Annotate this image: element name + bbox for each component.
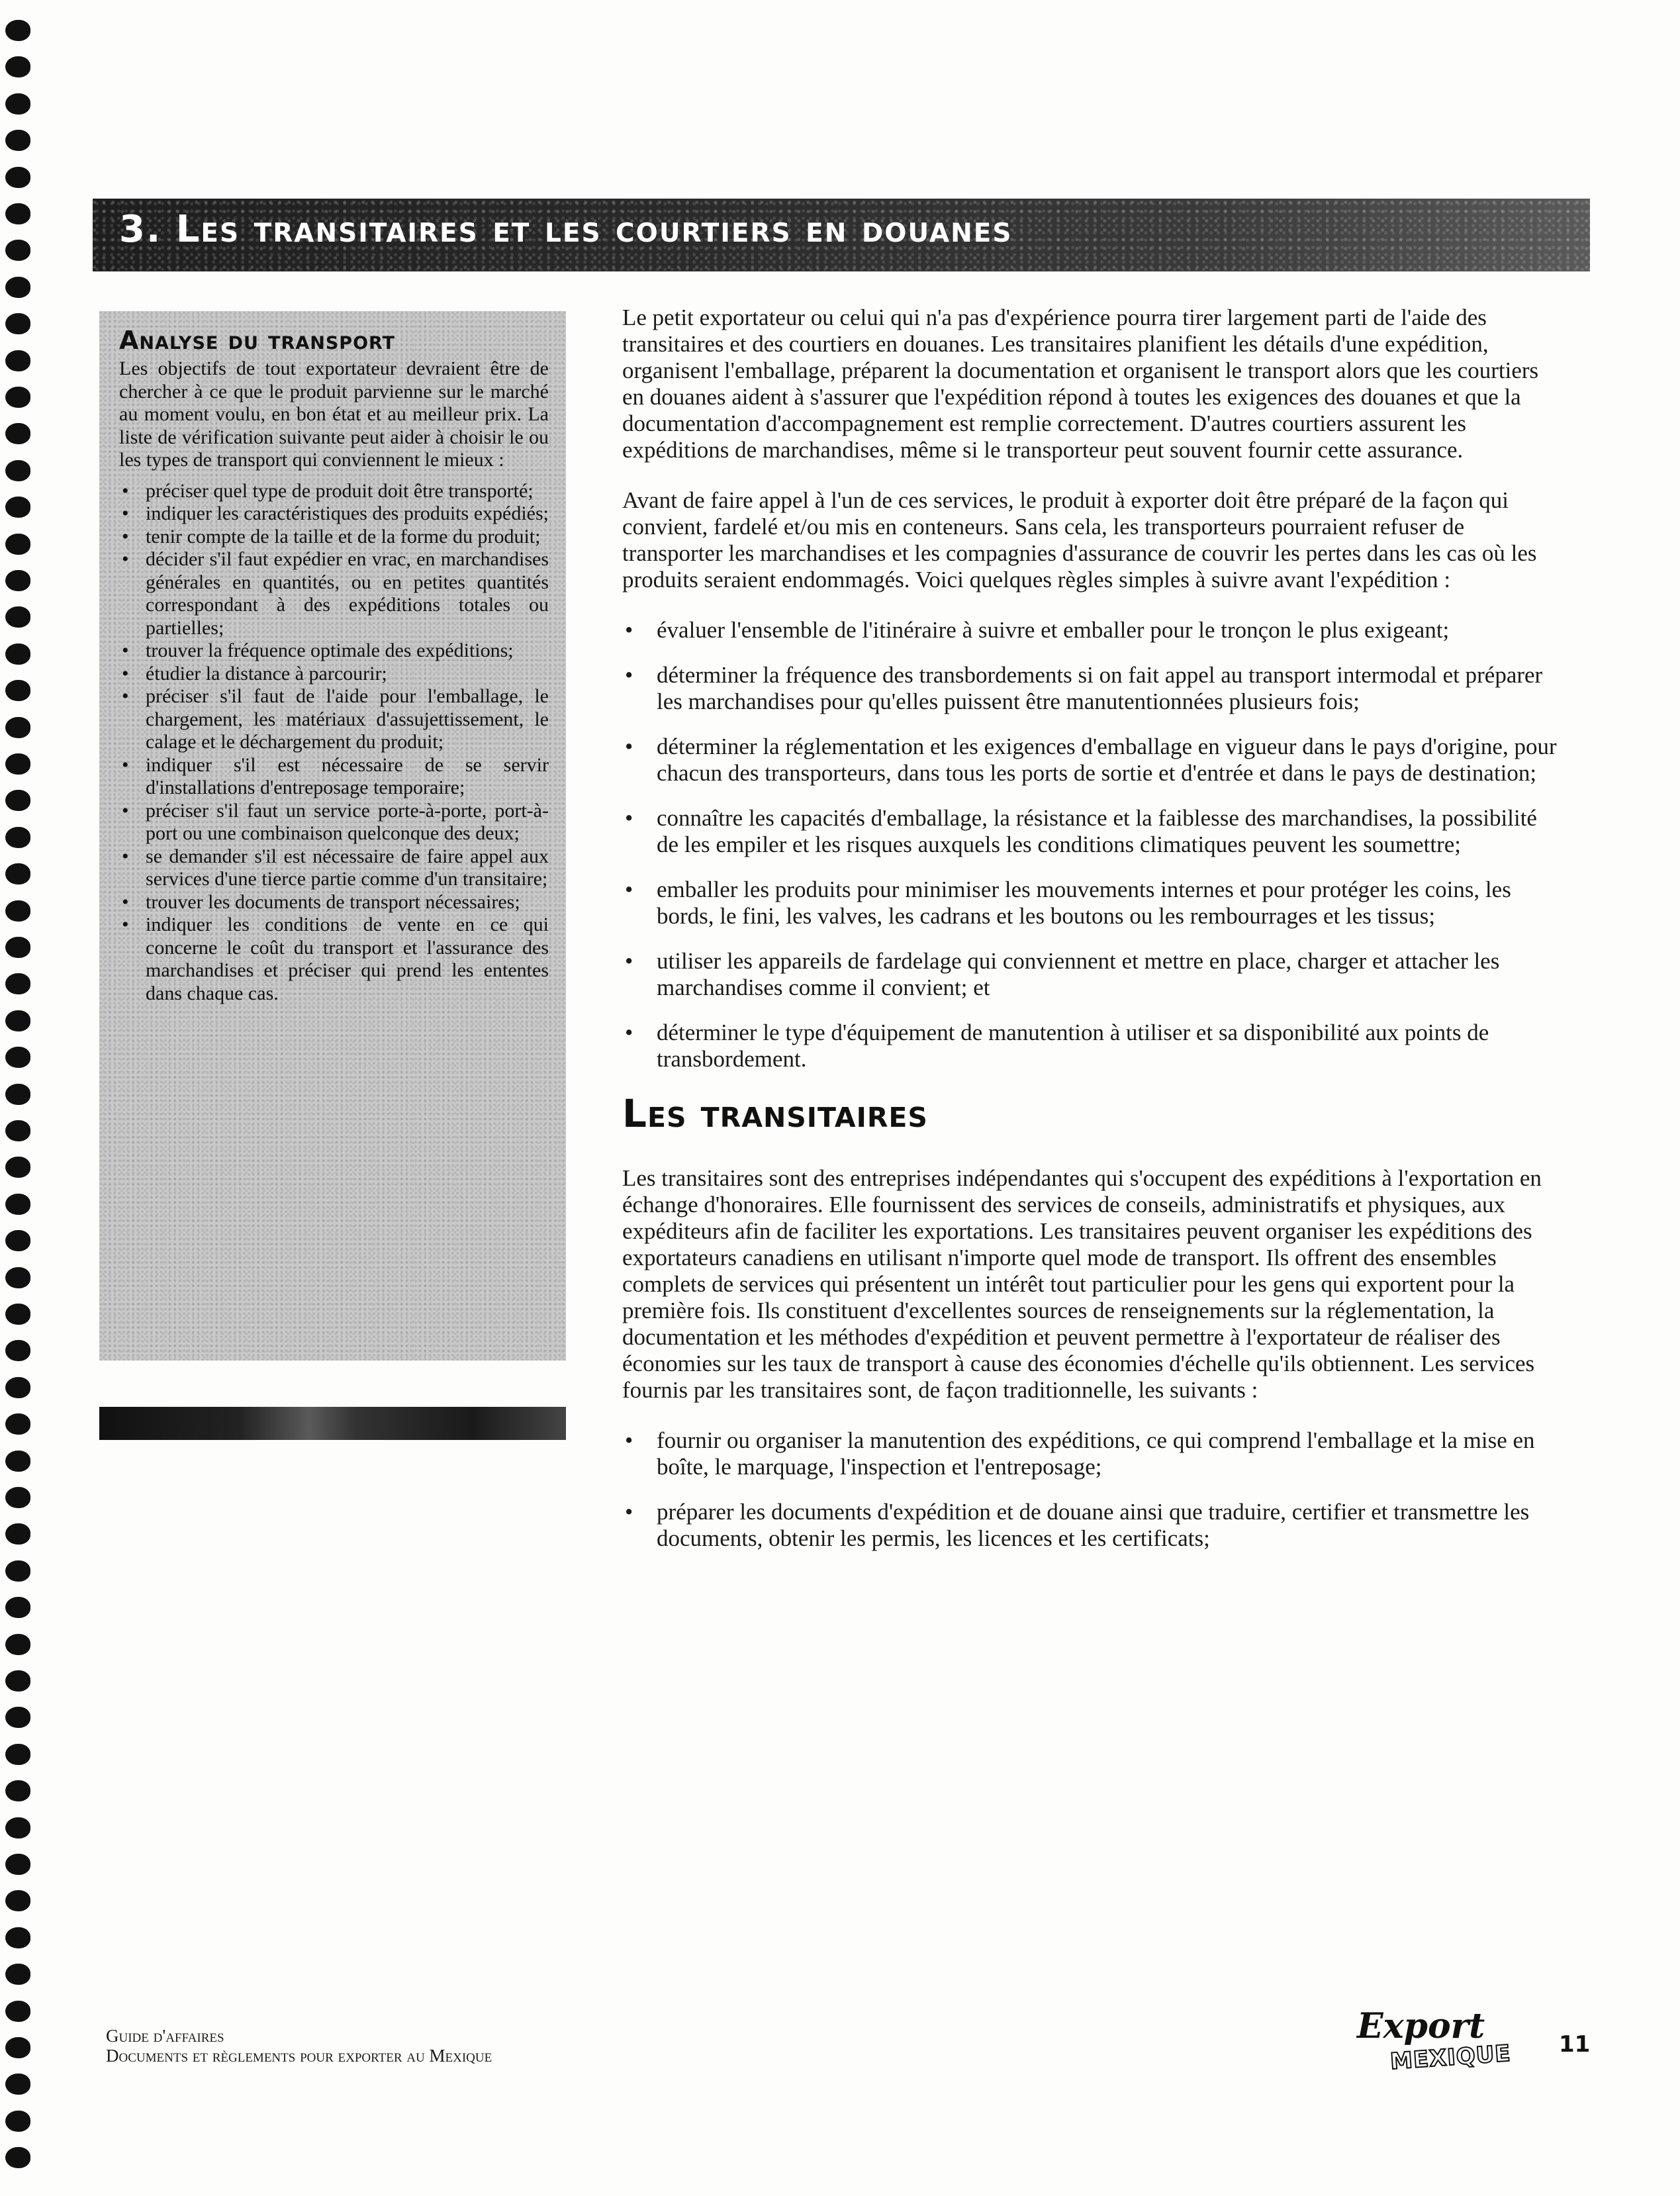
service-item bbox=[622, 1427, 1562, 1480]
binding-hole bbox=[5, 1597, 30, 1618]
bullet-icon: • bbox=[625, 805, 633, 831]
checklist-item bbox=[119, 640, 549, 663]
sidebar-box bbox=[99, 311, 566, 1361]
checklist-item-text: décider s'il faut expédier en vrac, en marchandises générales en quantités, ou en petites quantités correspondant à des expéditions totales ou partielles; bbox=[146, 548, 549, 639]
checklist-item bbox=[119, 800, 549, 845]
binding-hole bbox=[5, 1340, 30, 1361]
services-list bbox=[622, 1427, 1562, 1552]
spiral-binding bbox=[0, 20, 46, 2191]
binding-hole bbox=[5, 2074, 30, 2095]
checklist-item-text: indiquer les conditions de vente en ce qui concerne le coût du transport et l'assurance des marchandises et préciser qui prend les ententes dans chaque cas. bbox=[146, 914, 549, 1004]
intro-paragraph: Le petit exportateur ou celui qui n'a pas d'expérience pourra tirer largement parti de l'aide des transitaires et des courtiers en douanes. Les transitaires planifient les détails d'une expédition, organisent l'emballage, préparent la documentation et organisent le transport alors que les courtiers en douanes aident à s'assurer que l'expédition répond à toutes les exigences des douanes et que la documentation d'accompagnement est remplie correctement. D'autres courtiers assurent les expéditions de marchandises, même si le transporteur peut souvent fournir cette assurance. bbox=[622, 305, 1539, 463]
main-column bbox=[622, 305, 1562, 1570]
bullet-icon: • bbox=[122, 502, 129, 524]
rule-item-text: emballer les produits pour minimiser les mouvements internes et pour protéger les coins, les bords, le fini, les valves, les cadrans et les boutons ou les rembourrages et les tissus; bbox=[657, 877, 1511, 929]
binding-hole bbox=[5, 644, 30, 665]
binding-hole bbox=[5, 240, 30, 261]
checklist-item bbox=[119, 845, 549, 891]
binding-hole bbox=[5, 570, 30, 591]
binding-hole bbox=[5, 1744, 30, 1765]
binding-hole bbox=[5, 1157, 30, 1178]
bullet-icon: • bbox=[625, 877, 633, 902]
rule-item-text: déterminer la fréquence des transbordements si on fait appel au transport intermodal et préparer les marchandises pour qu'elles puissent être manutentionnées plusieurs fois; bbox=[657, 662, 1543, 714]
binding-hole bbox=[5, 827, 30, 848]
binding-hole bbox=[5, 167, 30, 188]
binding-hole bbox=[5, 973, 30, 994]
page-footer bbox=[106, 2026, 768, 2066]
binding-hole bbox=[5, 1780, 30, 1801]
checklist-item-text: préciser s'il faut de l'aide pour l'emballage, le chargement, les matériaux d'assujettissement, le calage et le déchargement du produit; bbox=[146, 685, 549, 753]
binding-hole bbox=[5, 1890, 30, 1911]
checklist-item-text: se demander s'il est nécessaire de faire appel aux services d'une tierce partie comme d'un transitaire; bbox=[146, 845, 549, 890]
checklist-item-text: étudier la distance à parcourir; bbox=[146, 662, 387, 685]
binding-hole bbox=[5, 606, 30, 628]
footer-line-2: Documents et règlements pour exporter au Mexique bbox=[106, 2046, 492, 2066]
binding-hole bbox=[5, 460, 30, 481]
binding-hole bbox=[5, 277, 30, 298]
binding-hole bbox=[5, 1047, 30, 1068]
binding-hole bbox=[5, 2001, 30, 2022]
checklist-item bbox=[119, 663, 549, 686]
binding-hole bbox=[5, 717, 30, 738]
service-item-text: préparer les documents d'expédition et de douane ainsi que traduire, certifier et transmettre les documents, obtenir les permis, les licences et les certificats; bbox=[657, 1499, 1530, 1551]
binding-hole bbox=[5, 56, 30, 77]
transitaires-paragraph: Les transitaires sont des entreprises indépendantes qui s'occupent des expéditions à l'exportation en échange d'honoraires. Elle fournissent des services de conseils, administratifs et physiques, aux expéditeurs afin de faciliter les exportations. Les transitaires peuvent organiser les expéditions des exportateurs canadiens en utilisant n'importe quel mode de transport. Ils offrent des ensembles complets de services qui présentent un intérêt tout particulier pour les gens qui exportent pour la première fois. Ils constituent d'excellentes sources de renseignements sur la réglementation, la documentation et les méthodes d'expédition et peuvent permettre à l'exportateur de réaliser des économies sur les taux de transport à cause des économies d'échelle qu'ils obtiennent. Les services fournis par les transitaires sont, de façon traditionnelle, les suivants : bbox=[622, 1165, 1542, 1403]
bullet-icon: • bbox=[625, 1499, 633, 1525]
rule-item-text: connaître les capacités d'emballage, la résistance et la faiblesse des marchandises, la possibilité de les empiler et les risques auxquels les conditions climatiques peuvent les soumettre; bbox=[657, 805, 1537, 857]
bullet-icon: • bbox=[122, 525, 129, 548]
binding-hole bbox=[5, 2037, 30, 2058]
bullet-icon: • bbox=[122, 685, 129, 707]
binding-hole bbox=[5, 1120, 30, 1141]
binding-hole bbox=[5, 20, 30, 41]
binding-hole bbox=[5, 1084, 30, 1105]
binding-hole bbox=[5, 2147, 30, 2168]
rule-item-text: déterminer le type d'équipement de manutention à utiliser et sa disponibilité aux points de transbordement. bbox=[657, 1020, 1489, 1072]
binding-hole bbox=[5, 1010, 30, 1031]
binding-hole bbox=[5, 1451, 30, 1472]
binding-hole bbox=[5, 387, 30, 408]
checklist-item-text: indiquer les caractéristiques des produits expédiés; bbox=[146, 502, 549, 524]
bullet-icon: • bbox=[122, 640, 129, 661]
rule-item bbox=[622, 662, 1562, 715]
logo-bottom-text: MEXIQUE bbox=[1389, 2040, 1512, 2076]
binding-hole bbox=[5, 497, 30, 518]
binding-hole bbox=[5, 1267, 30, 1288]
binding-hole bbox=[5, 1304, 30, 1325]
bullet-icon: • bbox=[625, 662, 633, 688]
binding-hole bbox=[5, 1964, 30, 1985]
bullet-icon: • bbox=[122, 753, 129, 776]
bullet-icon: • bbox=[122, 662, 129, 685]
section-heading: Les transitaires bbox=[622, 1091, 928, 1136]
binding-hole bbox=[5, 2111, 30, 2132]
binding-hole bbox=[5, 1817, 30, 1838]
bullet-icon: • bbox=[122, 799, 129, 822]
binding-hole bbox=[5, 1523, 30, 1545]
checklist-item bbox=[119, 685, 549, 754]
binding-hole bbox=[5, 534, 30, 555]
binding-hole bbox=[5, 790, 30, 811]
checklist-item-text: indiquer s'il est nécessaire de se servir d'installations d'entreposage temporaire; bbox=[146, 753, 549, 798]
rule-item-text: évaluer l'ensemble de l'itinéraire à suivre et emballer pour le tronçon le plus exigeant; bbox=[657, 617, 1450, 643]
page-number: 11 bbox=[1559, 2031, 1591, 2058]
binding-hole bbox=[5, 130, 30, 151]
binding-hole bbox=[5, 1230, 30, 1251]
binding-hole bbox=[5, 1670, 30, 1692]
rule-item bbox=[622, 948, 1562, 1001]
bullet-icon: • bbox=[122, 890, 129, 913]
bullet-icon: • bbox=[625, 1427, 633, 1453]
rule-item-text: déterminer la réglementation et les exigences d'emballage en vigueur dans le pays d'origine, pour chacun des transporteurs, dans tous les ports de sortie et d'entrée et dans le pays de destination; bbox=[657, 734, 1557, 786]
decorative-bar bbox=[99, 1407, 566, 1440]
rule-item bbox=[622, 617, 1562, 644]
service-item-text: fournir ou organiser la manutention des expéditions, ce qui comprend l'emballage et la mise en boîte, le marquage, l'inspection et l'entreposage; bbox=[657, 1427, 1535, 1480]
checklist-item bbox=[119, 914, 549, 1005]
checklist-item bbox=[119, 526, 549, 549]
bullet-icon: • bbox=[122, 845, 129, 867]
checklist-item bbox=[119, 891, 549, 914]
binding-hole bbox=[5, 93, 30, 115]
binding-hole bbox=[5, 1560, 30, 1582]
checklist-item bbox=[119, 548, 549, 640]
binding-hole bbox=[5, 203, 30, 224]
sidebar-checklist bbox=[119, 480, 549, 1006]
checklist-item-text: préciser s'il faut un service porte-à-porte, port-à-port ou une combinaison quelconque des deux; bbox=[146, 799, 549, 844]
binding-hole bbox=[5, 1707, 30, 1728]
checklist-item-text: trouver les documents de transport nécessaires; bbox=[146, 890, 520, 913]
checklist-item-text: trouver la fréquence optimale des expéditions; bbox=[146, 640, 514, 661]
rule-item bbox=[622, 805, 1562, 858]
checklist-item-text: tenir compte de la taille et de la forme du produit; bbox=[146, 525, 541, 548]
bullet-icon: • bbox=[625, 617, 633, 643]
binding-hole bbox=[5, 423, 30, 444]
binding-hole bbox=[5, 1927, 30, 1948]
binding-hole bbox=[5, 1413, 30, 1435]
preparation-paragraph: Avant de faire appel à l'un de ces services, le produit à exporter doit être préparé de la façon qui convient, fardelé et/ou mis en conteneurs. Sans cela, les transporteurs pourraient refuser de transporter les marchandises et les compagnies d'assurance de couvrir les pertes dans les cas où les produits seraient endommagés. Voici quelques règles simples à suivre avant l'expédition : bbox=[622, 487, 1537, 593]
footer-line-1: Guide d'affaires bbox=[106, 2026, 224, 2046]
binding-hole bbox=[5, 313, 30, 334]
binding-hole bbox=[5, 1854, 30, 1875]
rule-item bbox=[622, 877, 1562, 930]
binding-hole bbox=[5, 350, 30, 371]
bullet-icon: • bbox=[625, 1020, 633, 1045]
sidebar-title: Analyse du transport bbox=[119, 326, 396, 355]
binding-hole bbox=[5, 1194, 30, 1215]
bullet-icon: • bbox=[122, 479, 129, 502]
bullet-icon: • bbox=[122, 914, 129, 935]
logo-top-text: Export bbox=[1357, 2006, 1485, 2046]
bullet-icon: • bbox=[625, 734, 633, 759]
header-banner bbox=[93, 199, 1590, 271]
rule-item bbox=[622, 1020, 1562, 1073]
service-item bbox=[622, 1499, 1562, 1552]
checklist-item-text: préciser quel type de produit doit être transporté; bbox=[146, 479, 534, 502]
rules-list bbox=[622, 617, 1562, 1073]
rule-item-text: utiliser les appareils de fardelage qui conviennent et mettre en place, charger et attacher les marchandises comme il convient; et bbox=[657, 948, 1500, 1000]
binding-hole bbox=[5, 900, 30, 922]
binding-hole bbox=[5, 863, 30, 884]
bullet-icon: • bbox=[625, 948, 633, 974]
page-title: 3. Les transitaires et les courtiers en douanes bbox=[119, 208, 1013, 251]
rule-item bbox=[622, 734, 1562, 787]
binding-hole bbox=[5, 753, 30, 775]
checklist-item bbox=[119, 502, 549, 526]
binding-hole bbox=[5, 1634, 30, 1655]
binding-hole bbox=[5, 1377, 30, 1398]
checklist-item bbox=[119, 480, 549, 503]
bullet-icon: • bbox=[122, 548, 129, 570]
sidebar-intro: Les objectifs de tout exportateur devraient être de chercher à ce que le produit parvienne sur le marché au moment voulu, en bon état et au meilleur prix. La liste de vérification suivante peut aider à choisir le ou les types de transport qui conviennent le mieux : bbox=[119, 358, 549, 471]
export-mexique-logo bbox=[1350, 2006, 1512, 2079]
binding-hole bbox=[5, 680, 30, 701]
checklist-item bbox=[119, 754, 549, 800]
binding-hole bbox=[5, 1487, 30, 1508]
binding-hole bbox=[5, 937, 30, 958]
